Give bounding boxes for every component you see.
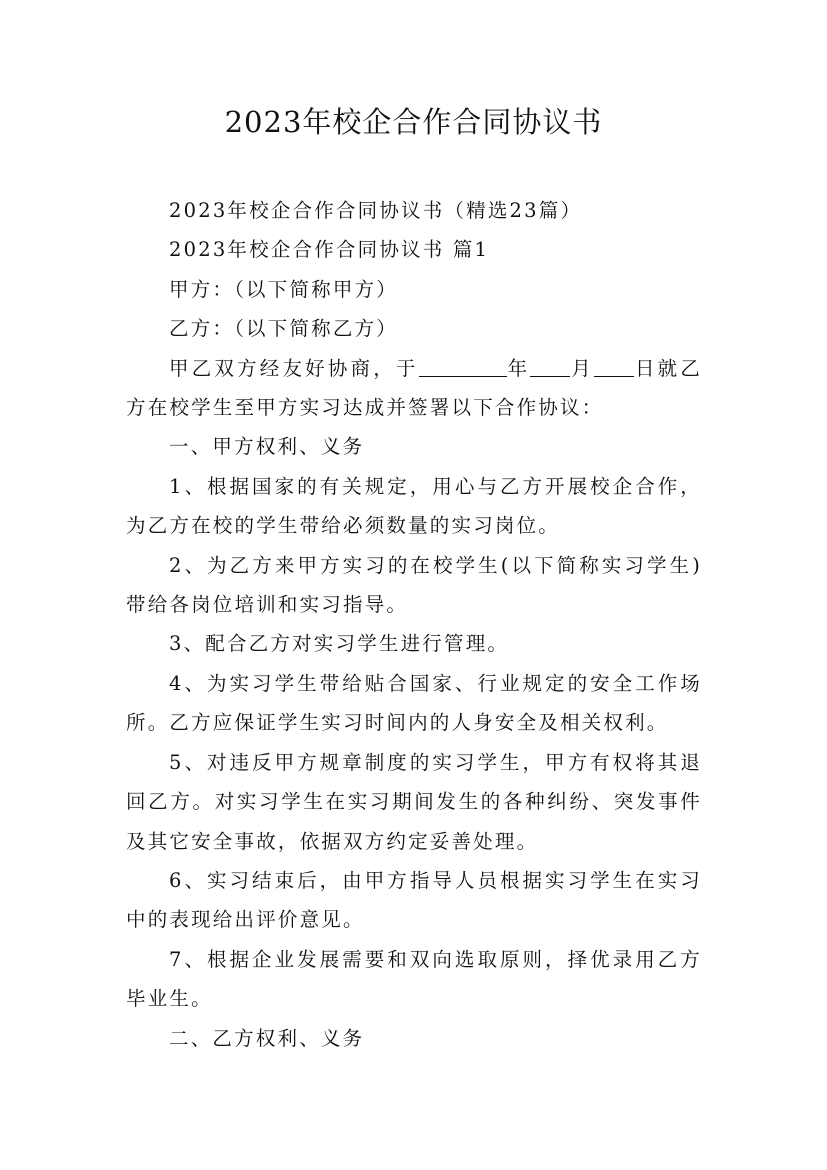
paragraph-party-b: 乙方：（以下简称乙方） — [169, 317, 398, 341]
paragraph-article-heading: 2023年校企合作合同协议书 篇1 — [169, 238, 490, 262]
agreement-text-1: 甲乙双方经友好协商，于 — [169, 356, 419, 380]
year-blank — [419, 354, 507, 377]
clause-2: 2、为乙方来甲方实习的在校学生(以下简称实习学生)带给各岗位培训和实习指导。 — [126, 553, 702, 617]
month-blank — [530, 354, 570, 377]
month-label: 月 — [570, 356, 594, 380]
clause-1: 1、根据国家的有关规定，用心与乙方开展校企合作，为乙方在校的学生带给必须数量的实习岗位。 — [126, 474, 702, 538]
paragraph-party-a: 甲方：（以下简称甲方） — [169, 277, 398, 301]
day-blank — [594, 354, 634, 377]
document-body — [126, 191, 702, 1058]
clause-5: 5、对违反甲方规章制度的实习学生，甲方有权将其退回乙方。对实习学生在实习期间发生的各种纠纷、突发事件及其它安全事故，依据双方约定妥善处理。 — [126, 750, 702, 853]
clause-6: 6、实习结束后，由甲方指导人员根据实习学生在实习中的表现给出评价意见。 — [126, 868, 702, 932]
clause-3: 3、配合乙方对实习学生进行管理。 — [169, 632, 510, 656]
section-heading-party-b: 二、乙方权利、义务 — [169, 1026, 365, 1050]
clause-4: 4、为实习学生带给贴合国家、行业规定的安全工作场所。乙方应保证学生实习时间内的人身安全及相关权利。 — [126, 671, 702, 735]
paragraph-subtitle: 2023年校企合作合同协议书（精选23篇） — [169, 199, 583, 222]
agreement-text-2: 日就乙方在校学生至甲方实习达成并签署以下合作协议： — [126, 356, 703, 420]
clause-7: 7、根据企业发展需要和双向选取原则，择优录用乙方毕业生。 — [126, 947, 702, 1011]
year-label: 年 — [506, 356, 531, 380]
section-heading-party-a: 一、甲方权利、义务 — [169, 435, 365, 459]
paragraph-agreement-intro — [126, 349, 702, 428]
document-title: 2023年校企合作合同协议书 — [224, 105, 603, 139]
